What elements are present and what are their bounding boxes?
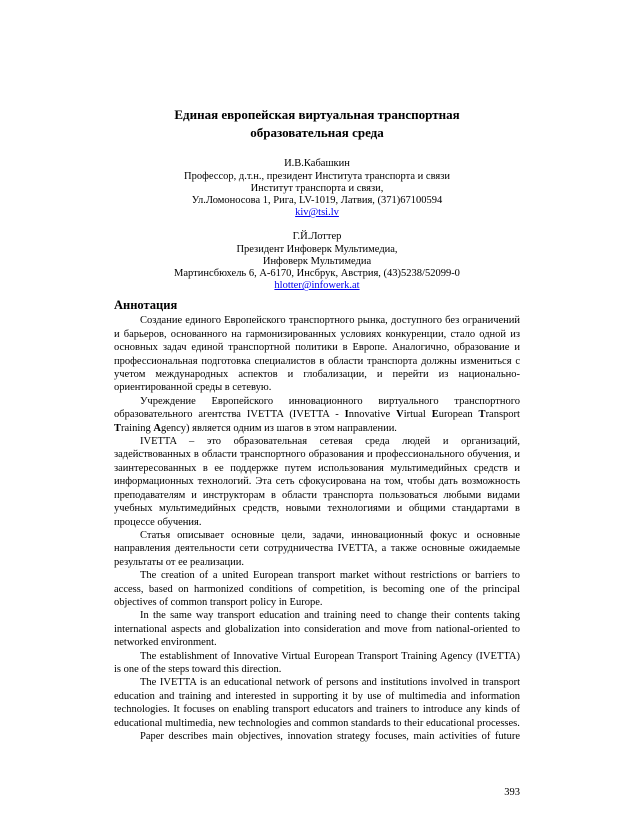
author-block-1	[114, 158, 520, 219]
author-email-link[interactable]: kiv@tsi.lv	[295, 207, 339, 219]
author-email-row	[114, 280, 520, 292]
acronym-letter: A	[153, 422, 161, 434]
acronym-letter: T	[114, 422, 122, 434]
text-segment: Учреждение Европейского инновационного виртуального транспортного образовательного агентства IVETTA (IVETTA -	[114, 395, 520, 421]
abstract-paragraph-3: IVETTA – это образовательная сетевая среда людей и организаций, задействованных в области транспортного образования и профессионального обучения, и заинтересованных в ее поддержке путем использования мультимедийных средств и информационных технологий. Эта сеть сфокусирована на том, чтобы дать возможность преподавателям и инструкторам в области транспорта пользоваться любыми видами учебных мультимедийных средств, новыми технологиями и общими стандартами в процессе обучения.	[114, 436, 520, 528]
author-email-row	[114, 207, 520, 219]
author-name: Г.Й.Лоттер	[292, 231, 342, 243]
author-block-2	[114, 231, 520, 292]
abstract-paragraph-6: In the same way transport education and training need to change their contents taking international aspects and globalization into consideration and move from national-oriented to networked environment.	[114, 610, 520, 649]
acronym-letter: V	[396, 409, 404, 421]
abstract-paragraph-7: The establishment of Innovative Virtual European Transport Training Agency (IVETTA) is one of the steps toward this direction.	[114, 650, 520, 675]
abstract-paragraph-9: Paper describes main objectives, innovation strategy focuses, main activities of future	[140, 731, 520, 742]
author-address: Мартинсбюхель 6, А-6170, Инсбрук, Австрия, (43)5238/52099-0	[174, 268, 460, 279]
acronym-letter: T	[478, 409, 486, 421]
acronym-letter: E	[431, 409, 439, 421]
author-role: Профессор, д.т.н., президент Института транспорта и связи	[183, 170, 450, 182]
author-organization: Инфоверк Мультимедиа	[262, 255, 372, 267]
author-role: Президент Инфоверк Мультимедиа,	[236, 243, 398, 255]
author-name: И.В.Кабашкин	[284, 158, 350, 170]
abstract-paragraph-4: Статья описывает основные цели, задачи, инновационный фокус и основные направления деятельности сети сотрудничества IVETTA, а также основные ожидаемые результаты от ее реализации.	[114, 529, 520, 568]
page-number: 393	[504, 787, 520, 798]
abstract-paragraph-2	[114, 395, 520, 435]
abstract-paragraph-1: Создание единого Европейского транспортного рынка, доступного без ограничений и барьеров, основанного на гармонизированных условиях конкуренции, стало одной из основных задач единой транспортной политики в Европе. Аналогично, образование и профессиональная подготовка специалистов в области транспорта должны измениться с учетом международных аспектов и глобализации, и перейти из национально-ориентированной среды в сетевую.	[114, 315, 520, 394]
abstract-heading: Аннотация	[114, 298, 178, 313]
text-segment: irtual	[403, 409, 432, 421]
abstract-paragraph-8: The IVETTA is an educational network of persons and institutions involved in transport education and training and interested in supporting it by use of multimedia and information technologies. It focuses on enabling transport educators and trainers to introduce any kinds of educational multimedia, new technologies and common standards to their educational processes.	[114, 677, 520, 729]
text-segment: gency) является одним из шагов в этом направлении.	[160, 422, 397, 434]
author-address: Ул.Ломоносова 1, Рига, LV-1019, Латвия, (371)67100594	[191, 194, 443, 206]
text-segment: ransport	[485, 409, 520, 421]
abstract-paragraph-5: The creation of a united European transport market without restrictions or barriers to access, based on harmonized conditions of competition, is becoming one of the principal objectives of common transport policy in Europe.	[114, 570, 520, 608]
author-organization: Институт транспорта и связи,	[250, 182, 384, 194]
text-segment: uropean	[438, 409, 479, 421]
author-email-link[interactable]: hlotter@infowerk.at	[274, 280, 360, 292]
paper-title: Единая европейская виртуальная транспортная образовательная среда	[174, 107, 460, 141]
acronym-letter: I	[344, 409, 349, 421]
text-segment: nnovative	[348, 409, 397, 421]
text-segment: raining	[121, 422, 154, 434]
